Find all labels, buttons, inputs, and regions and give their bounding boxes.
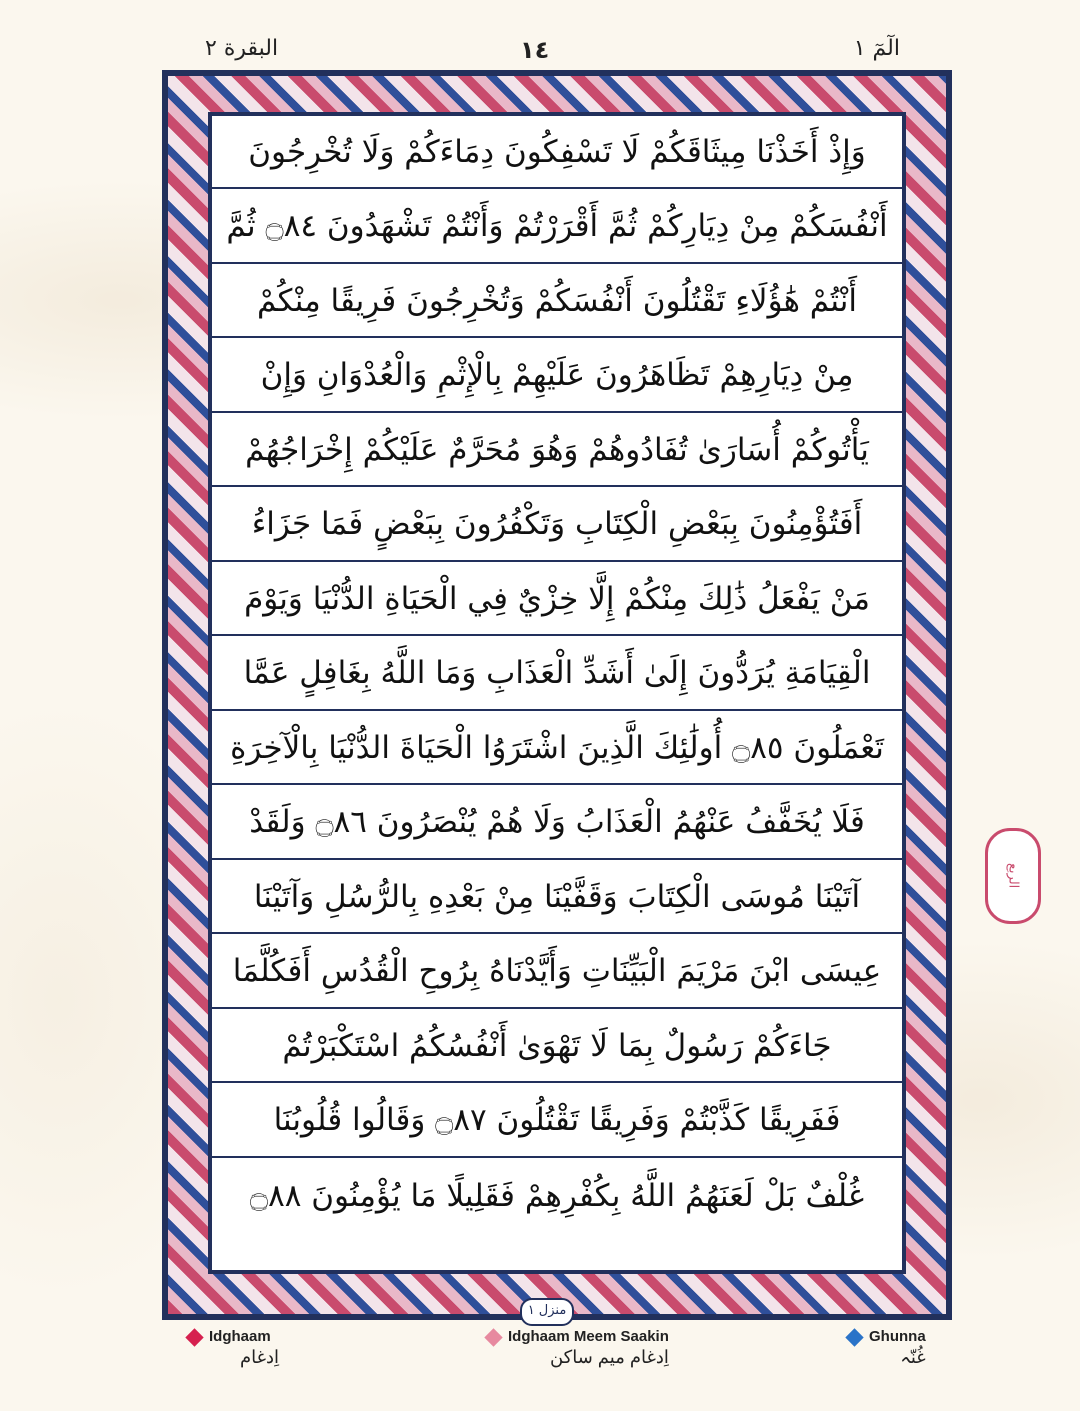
legend-subtitle: اِدغام میم ساکن <box>549 1347 669 1367</box>
verse-line: فَلَا يُخَفَّفُ عَنْهُمُ الْعَذَابُ وَلَا هُمْ يُنْصَرُونَ ۝٨٦ وَلَقَدْ <box>212 787 902 860</box>
verse-line: أَفَتُؤْمِنُونَ بِبَعْضِ الْكِتَابِ وَتَكْفُرُونَ بِبَعْضٍ فَمَا جَزَاءُ <box>212 489 902 562</box>
verse-line: تَعْمَلُونَ ۝٨٥ أُولَٰئِكَ الَّذِينَ اشْتَرَوُا الْحَيَاةَ الدُّنْيَا بِالْآخِرَةِ <box>212 712 902 785</box>
diamond-icon <box>845 1328 863 1346</box>
diamond-icon <box>484 1328 502 1346</box>
verse-line: أَنْتُمْ هَٰؤُلَاءِ تَقْتُلُونَ أَنْفُسَكُمْ وَتُخْرِجُونَ فَرِيقًا مِنْكُمْ <box>212 265 902 338</box>
surah-name: البقرة ٢ <box>205 36 279 61</box>
verse-line: الْقِيَامَةِ يُرَدُّونَ إِلَىٰ أَشَدِّ الْعَذَابِ وَمَا اللَّهُ بِغَافِلٍ عَمَّا <box>212 638 902 711</box>
manzil-marker: منزل ١ <box>520 1298 574 1326</box>
diamond-icon <box>185 1328 203 1346</box>
text-panel <box>208 112 906 1274</box>
verse-line: عِيسَى ابْنَ مَرْيَمَ الْبَيِّنَاتِ وَأَيَّدْنَاهُ بِرُوحِ الْقُدُسِ أَفَكُلَّمَا <box>212 936 902 1009</box>
verse-line: فَفَرِيقًا كَذَّبْتُمْ وَفَرِيقًا تَقْتُلُونَ ۝٨٧ وَقَالُوا قُلُوبُنَا <box>212 1085 902 1158</box>
verse-line: مِنْ دِيَارِهِمْ تَظَاهَرُونَ عَلَيْهِمْ بِالْإِثْمِ وَالْعُدْوَانِ وَإِنْ <box>212 340 902 413</box>
legend-idghaam <box>188 1328 279 1368</box>
legend-ghunna <box>848 1328 926 1368</box>
juz-name: الٓمٓ ١ <box>853 36 900 61</box>
page-number: ١٤ <box>520 36 550 64</box>
verse-line: آتَيْنَا مُوسَى الْكِتَابَ وَقَفَّيْنَا مِنْ بَعْدِهِ بِالرُّسُلِ وَآتَيْنَا <box>212 861 902 934</box>
verse-line: وَإِذْ أَخَذْنَا مِيثَاقَكُمْ لَا تَسْفِكُونَ دِمَاءَكُمْ وَلَا تُخْرِجُونَ <box>212 116 902 189</box>
legend-subtitle: غُنّہ <box>900 1347 926 1367</box>
verse-line: أَنْفُسَكُمْ مِنْ دِيَارِكُمْ ثُمَّ أَقْرَرْتُمْ وَأَنْتُمْ تَشْهَدُونَ ۝٨٤ ثُمَّ <box>212 191 902 264</box>
legend-subtitle: اِدغام <box>240 1347 280 1367</box>
verse-line: غُلْفٌ بَلْ لَعَنَهُمُ اللَّهُ بِكُفْرِهِمْ فَقَلِيلًا مَا يُؤْمِنُونَ ۝٨٨ <box>249 1177 865 1214</box>
legend-title: Ghunna <box>869 1328 926 1345</box>
rub-marker: الربع <box>985 828 1041 924</box>
legend-title: Idghaam <box>209 1328 271 1345</box>
ornamental-border <box>162 70 952 1320</box>
legend-title: Idghaam Meem Saakin <box>508 1328 669 1345</box>
verse-lines <box>212 116 902 1270</box>
verse-line: مَنْ يَفْعَلُ ذَٰلِكَ مِنْكُمْ إِلَّا خِزْيٌ فِي الْحَيَاةِ الدُّنْيَا وَيَوْمَ <box>212 563 902 636</box>
legend-idghaam-meem-saakin <box>487 1328 669 1368</box>
verse-line: يَأْتُوكُمْ أُسَارَىٰ تُفَادُوهُمْ وَهُوَ مُحَرَّمٌ عَلَيْكُمْ إِخْرَاجُهُمْ <box>212 414 902 487</box>
verse-line: جَاءَكُمْ رَسُولٌ بِمَا لَا تَهْوَىٰ أَنْفُسُكُمُ اسْتَكْبَرْتُمْ <box>212 1010 902 1083</box>
